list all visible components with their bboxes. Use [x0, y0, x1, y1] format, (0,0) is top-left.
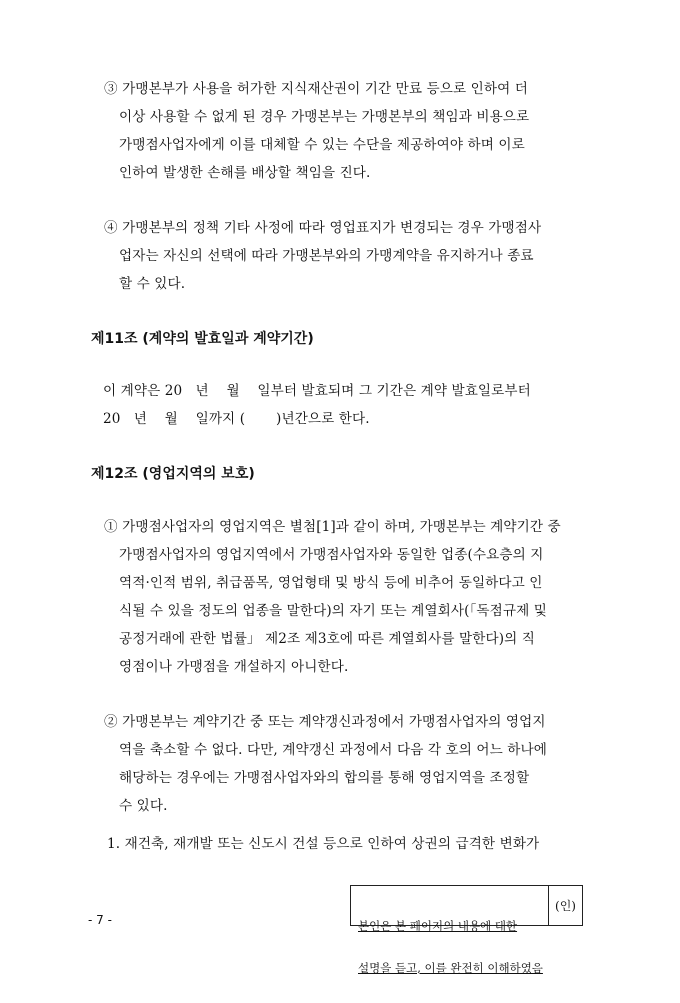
text-line: 할 수 있다. [119, 276, 186, 292]
text-line: 1. 재건축, 재개발 또는 신도시 건설 등으로 인하여 상권의 급격한 변화가 [107, 836, 540, 852]
text-line: 역적·인적 범위, 취급품목, 영업형태 및 방식 등에 비추어 동일하다고 인 [119, 575, 543, 591]
confirmation-line-1: 본인은 본 페이지의 내용에 대한 [358, 919, 518, 933]
text-line: ④ 가맹본부의 정책 기타 사정에 따라 영업표지가 변경되는 경우 가맹점사 [104, 220, 542, 236]
article-12-heading: 제12조 (영업지역의 보호) [91, 466, 255, 482]
text-line: 영점이나 가맹점을 개설하지 아니한다. [119, 659, 349, 675]
confirmation-line-2: 설명을 듣고, 이를 완전히 이해하였음 [358, 961, 543, 975]
text-line: ② 가맹본부는 계약기간 중 또는 계약갱신과정에서 가맹점사업자의 영업지 [104, 714, 546, 730]
text-line: 해당하는 경우에는 가맹점사업자와의 합의를 통해 영업지역을 조정할 [119, 770, 530, 786]
text-line: 역을 축소할 수 없다. 다만, 계약갱신 과정에서 다음 각 호의 어느 하나에 [119, 742, 547, 758]
confirmation-text [351, 886, 549, 975]
text-line: 이 계약은 20 년 월 일부터 발효되며 그 기간은 계약 발효일로부터 [103, 383, 531, 399]
text-line: 가맹점사업자에게 이를 대체할 수 있는 수단을 제공하여야 하며 이로 [119, 137, 525, 153]
text-line: 식될 수 있을 정도의 업종을 말한다)의 자기 또는 계열회사(「독점규제 및 [119, 603, 547, 619]
text-line: 20 년 월 일까지 ( )년간으로 한다. [103, 411, 370, 427]
seal-mark: (인) [555, 899, 576, 913]
page-number: - 7 - [88, 913, 112, 927]
text-line: ③ 가맹본부가 사용을 허가한 지식재산권이 기간 만료 등으로 인하여 더 [104, 81, 528, 97]
article-11-heading: 제11조 (계약의 발효일과 계약기간) [91, 331, 314, 347]
text-line: 이상 사용할 수 없게 된 경우 가맹본부는 가맹본부의 책임과 비용으로 [119, 109, 530, 125]
text-line: 가맹점사업자의 영업지역에서 가맹점사업자와 동일한 업종(수요층의 지 [119, 547, 544, 563]
text-line: 인하여 발생한 손해를 배상할 책임을 진다. [119, 165, 371, 181]
text-line: 공정거래에 관한 법률」 제2조 제3호에 따른 계열회사를 말한다)의 직 [119, 631, 535, 647]
text-line: 수 있다. [119, 798, 168, 814]
text-line: ① 가맹점사업자의 영업지역은 별첨[1]과 같이 하며, 가맹본부는 계약기간 중 [104, 519, 561, 535]
text-line: 업자는 자신의 선택에 따라 가맹본부와의 가맹계약을 유지하거나 종료 [119, 248, 534, 264]
confirmation-box [350, 885, 583, 975]
